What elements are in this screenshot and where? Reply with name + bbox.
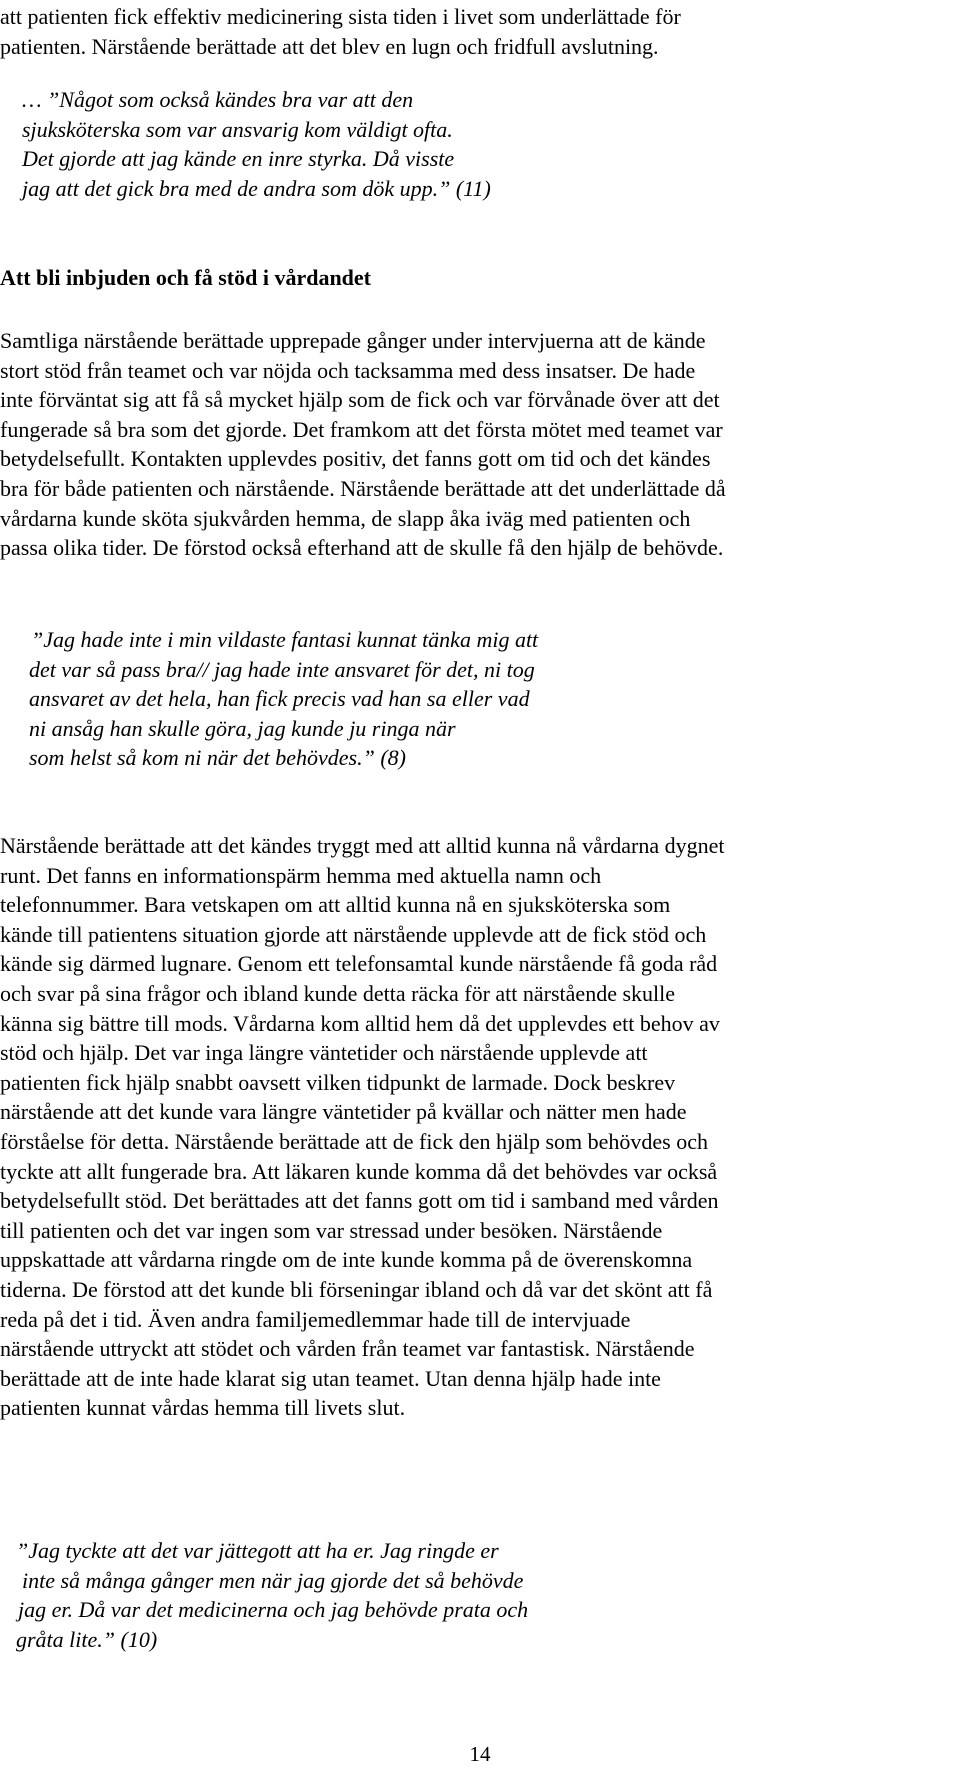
text-line: patienten kunnat vårdas hemma till livets slut. bbox=[0, 1395, 406, 1421]
text-line: närstående att det kunde vara längre väntetider på kvällar och nätter men hade bbox=[0, 1099, 687, 1125]
paragraph-2 bbox=[0, 831, 725, 1423]
text-line: Samtliga närstående berättade upprepade gånger under intervjuerna att de kände bbox=[0, 328, 706, 353]
quote-line: som helst så kom ni när det behövdes.” (8) bbox=[29, 745, 407, 771]
text-line: närstående uttryckt att stödet och vården från teamet var fantastisk. Närstående bbox=[0, 1336, 695, 1362]
text-line: till patienten och det var ingen som var stressad under besöken. Närstående bbox=[0, 1217, 663, 1243]
text-line: att patienten fick effektiv medicinering sista tiden i livet som underlättade för bbox=[0, 4, 681, 29]
quote-block-2 bbox=[0, 625, 538, 773]
text-line: stöd och hjälp. Det var inga längre väntetider och närstående upplevde att bbox=[0, 1040, 648, 1066]
text-line: stort stöd från teamet och var nöjda och tacksamma med dess insatser. De hade bbox=[0, 357, 696, 383]
text-line: patienten. Närstående berättade att det blev en lugn och fridfull avslutning. bbox=[0, 33, 659, 59]
quote-line: jag att det gick bra med de andra som dök upp.” (11) bbox=[22, 175, 491, 201]
text-line: reda på det i tid. Även andra familjemedlemmar hade till de intervjuade bbox=[0, 1306, 631, 1332]
text-line: fungerade så bra som det gjorde. Det framkom att det första mötet med teamet var bbox=[0, 416, 723, 442]
quote-line: ni ansåg han skulle göra, jag kunde ju ringa när bbox=[29, 715, 456, 741]
text-line: kände till patientens situation gjorde att närstående upplevde att de fick stöd och bbox=[0, 921, 707, 947]
text-line: tiderna. De förstod att det kunde bli förseningar ibland och då var det skönt att få bbox=[0, 1276, 713, 1302]
quote-line: sjuksköterska som var ansvarig kom väldigt ofta. bbox=[22, 116, 453, 142]
quote-line: gråta lite.” (10) bbox=[16, 1626, 158, 1652]
text-line: känna sig bättre till mods. Vårdarna kom alltid hem då det upplevdes ett behov av bbox=[0, 1010, 720, 1036]
page-number: 14 bbox=[469, 1742, 491, 1766]
text-line: Närstående berättade att det kändes tryggt med att alltid kunna nå vårdarna dygnet bbox=[0, 833, 725, 858]
quote-line: … ”Något som också kändes bra var att den bbox=[22, 87, 414, 112]
quote-line: det var så pass bra// jag hade inte ansvaret för det, ni tog bbox=[29, 656, 535, 682]
text-line: berättade att de inte hade klarat sig utan teamet. Utan denna hjälp hade inte bbox=[0, 1365, 661, 1391]
text-line: telefonnummer. Bara vetskapen om att alltid kunna nå en sjuksköterska som bbox=[0, 892, 671, 918]
text-line: tyckte att allt fungerade bra. Att läkaren kunde komma då det behövdes var också bbox=[0, 1158, 718, 1184]
text-line: runt. Det fanns en informationspärm hemma med aktuella namn och bbox=[0, 862, 602, 888]
quote-line: inte så många gånger men när jag gjorde det så behövde bbox=[22, 1567, 524, 1593]
quote-block-3 bbox=[0, 1536, 528, 1654]
text-line: och svar på sina frågor och ibland kunde detta räcka för att närstående skulle bbox=[0, 980, 676, 1006]
quote-line: ”Jag hade inte i min vildaste fantasi kunnat tänka mig att bbox=[31, 627, 539, 652]
paragraph-1 bbox=[0, 326, 726, 563]
text-line: vårdarna kunde sköta sjukvården hemma, de slapp åka iväg med patienten och bbox=[0, 505, 691, 531]
text-line: kände sig därmed lugnare. Genom ett telefonsamtal kunde närstående få goda råd bbox=[0, 951, 718, 977]
section-heading: Att bli inbjuden och få stöd i vårdandet bbox=[0, 265, 372, 290]
text-line: betydelsefullt. Kontakten upplevdes positiv, det fanns gott om tid och det kändes bbox=[0, 446, 711, 472]
text-line: inte förväntat sig att få så mycket hjälp som de fick och var förvånade över att det bbox=[0, 387, 720, 413]
intro-paragraph bbox=[0, 2, 681, 61]
quote-line: Det gjorde att jag kände en inre styrka. Då visste bbox=[22, 146, 455, 172]
text-line: patienten fick hjälp snabbt oavsett vilken tidpunkt de larmade. Dock beskrev bbox=[0, 1069, 676, 1095]
quote-line: jag er. Då var det medicinerna och jag behövde prata och bbox=[18, 1597, 529, 1623]
quote-block-1 bbox=[0, 85, 491, 203]
text-line: passa olika tider. De förstod också efterhand att de skulle få den hjälp de behövde. bbox=[0, 535, 724, 561]
text-line: förståelse för detta. Närstående berättade att de fick den hjälp som behövdes och bbox=[0, 1128, 708, 1154]
quote-line: ansvaret av det hela, han fick precis vad han sa eller vad bbox=[29, 686, 530, 712]
text-line: uppskattade att vårdarna ringde om de inte kunde komma på de överenskomna bbox=[0, 1247, 693, 1273]
quote-line: ”Jag tyckte att det var jättegott att ha er. Jag ringde er bbox=[16, 1538, 499, 1563]
text-line: betydelsefullt stöd. Det berättades att det fanns gott om tid i samband med vården bbox=[0, 1188, 719, 1214]
text-line: bra för både patienten och närstående. Närstående berättade att det underlättade då bbox=[0, 475, 726, 501]
